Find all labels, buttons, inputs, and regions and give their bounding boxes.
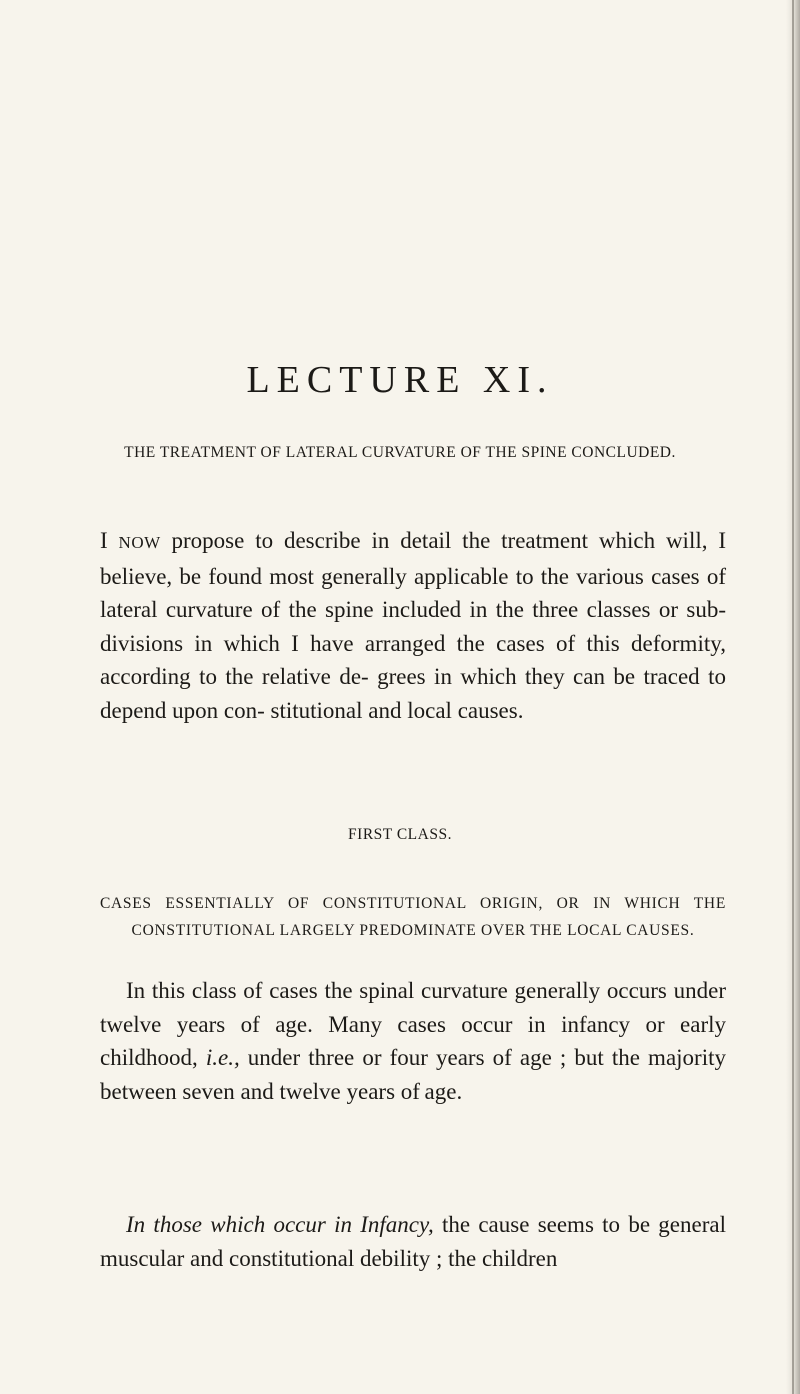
paragraph-intro-text: propose to describe in detail the treatment which will, I believe, be found most generally applicable to the various cases of lateral curvature of the spine included in the three classes or sub-divisions in which I have arranged the cases of this deformity, according to the relative de- grees in which they can be traced to depend upon con- stitutional and local causes. xyxy=(100,528,727,723)
paragraph-age-text-b: under three or four years of age ; but the majority between seven and twelve years of age. xyxy=(100,1045,726,1104)
paragraph-infancy xyxy=(100,1208,726,1275)
drop-letter: I xyxy=(100,528,108,553)
ie-abbreviation: i.e., xyxy=(205,1045,240,1070)
small-caps-word: NOW xyxy=(118,533,161,552)
section-description: CASES ESSENTIALLY OF CONSTITUTIONAL ORIGIN, OR IN WHICH THE CONSTITUTIONAL LARGELY PREDOMINATE OVER THE LOCAL CAUSES. xyxy=(100,895,726,939)
paragraph-age xyxy=(100,974,726,1108)
lecture-subtitle: THE TREATMENT OF LATERAL CURVATURE OF THE SPINE CONCLUDED. xyxy=(124,444,676,461)
lecture-title: LECTURE XI. xyxy=(246,359,554,401)
page-edge-line xyxy=(792,0,794,1394)
paragraph-intro xyxy=(100,524,726,727)
section-heading: FIRST CLASS. xyxy=(348,826,452,843)
paragraph-age-text-a: In this class of cases the spinal curvature generally occurs under twelve years of age. Many cases occur in infancy or early childhood, xyxy=(100,978,726,1070)
italic-lead-phrase: In those which occur in Infancy, xyxy=(126,1212,434,1237)
paragraph-infancy-text: the cause seems to be general muscular and constitutional debility ; the children xyxy=(100,1212,726,1271)
